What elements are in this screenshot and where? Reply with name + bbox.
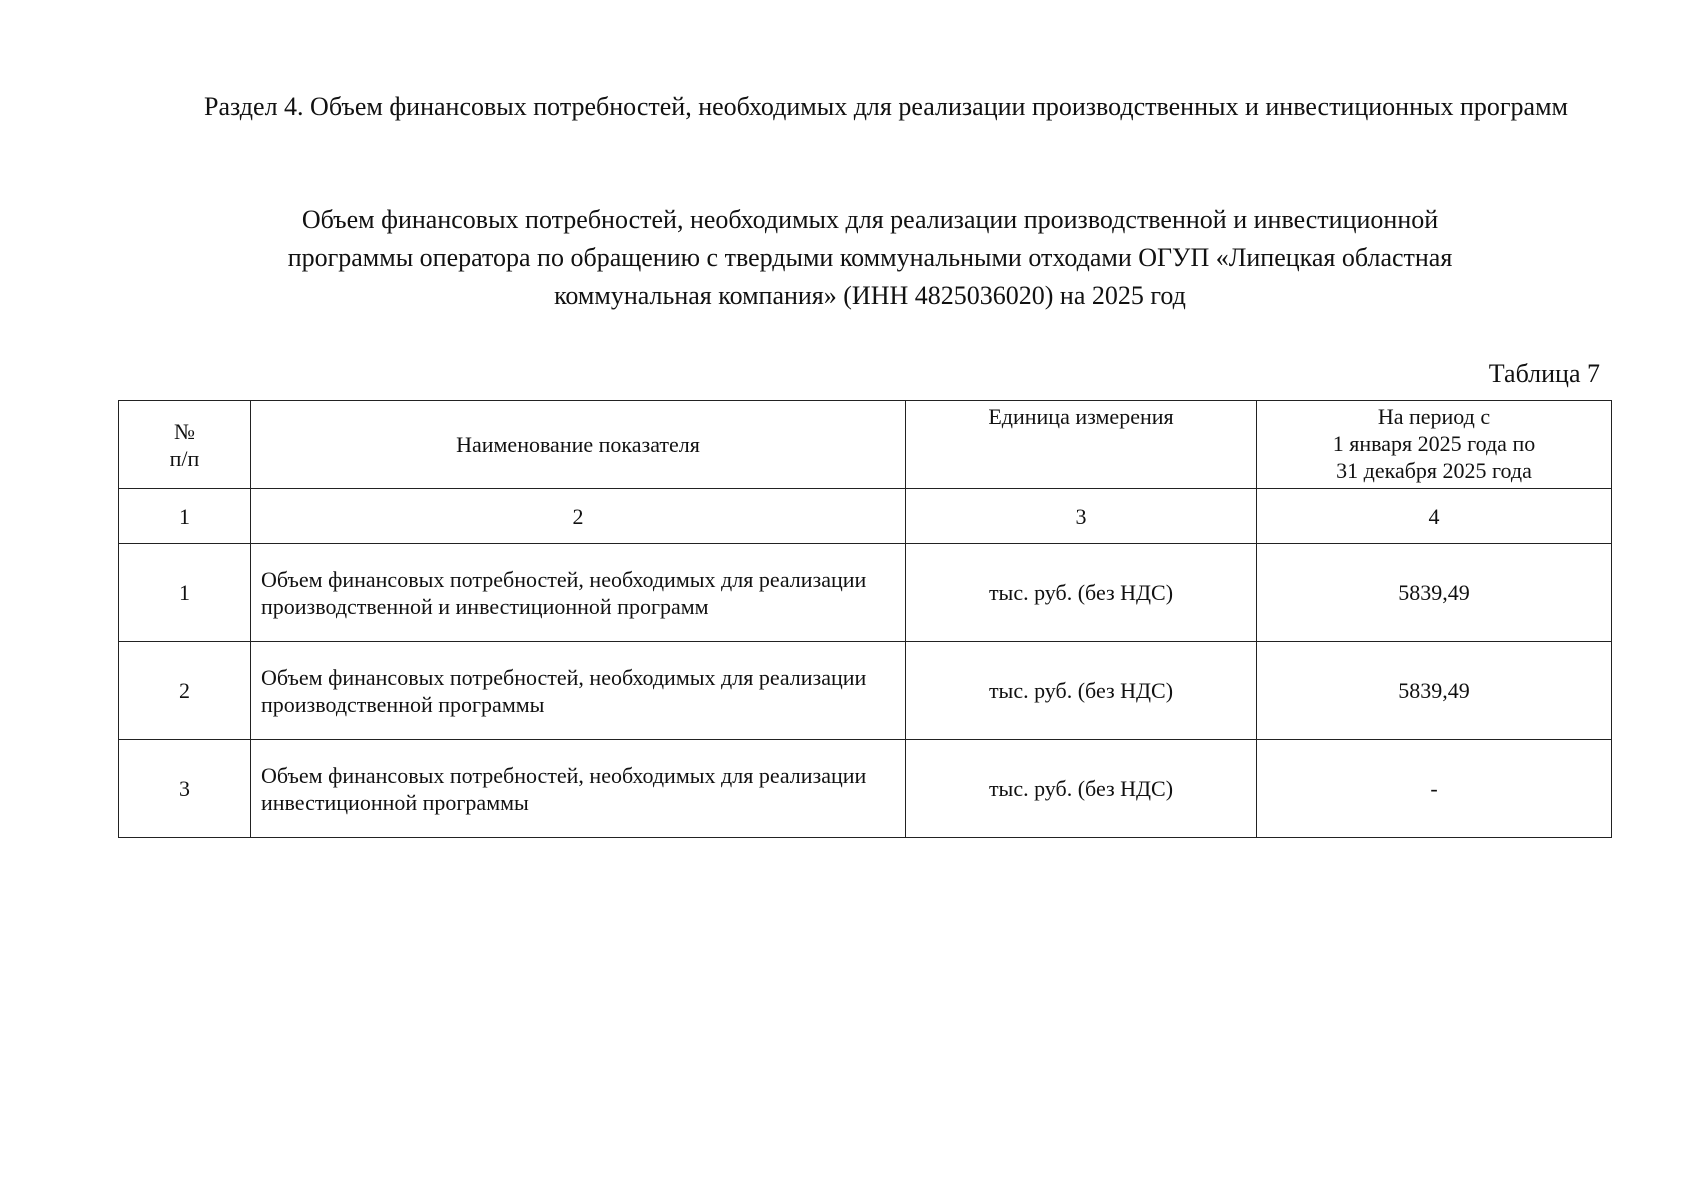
- row-name: Объем финансовых потребностей, необходимых для реализации инвестиционной программы: [251, 740, 906, 838]
- header-unit: Единица измерения: [906, 401, 1257, 489]
- row-value: 5839,49: [1257, 642, 1612, 740]
- header-period: [1257, 401, 1612, 489]
- section-heading: Раздел 4. Объем финансовых потребностей, необходимых для реализации производственных и инвестиционных программ: [204, 92, 1568, 121]
- table-caption: Таблица 7: [1488, 359, 1600, 388]
- header-num-symbol: №: [174, 418, 195, 444]
- table-row: [119, 544, 1612, 642]
- header-num: [119, 401, 251, 489]
- financial-needs-table: [118, 400, 1612, 838]
- title-line-3: коммунальная компания» (ИНН 4825036020) на 2025 год: [554, 281, 1186, 310]
- row-unit: тыс. руб. (без НДС): [906, 642, 1257, 740]
- table-row: [119, 740, 1612, 838]
- document-title: [200, 201, 1540, 315]
- row-name: Объем финансовых потребностей, необходимых для реализации производственной и инвестиционной программ: [251, 544, 906, 642]
- header-name: Наименование показателя: [251, 401, 906, 489]
- title-line-1: Объем финансовых потребностей, необходимых для реализации производственной и инвестиционной: [301, 205, 1439, 234]
- row-num: 1: [119, 544, 251, 642]
- column-number-row: [119, 489, 1612, 544]
- table-header-row: [119, 401, 1612, 489]
- header-period-line-3: 31 декабря 2025 года: [1336, 458, 1532, 483]
- row-value: 5839,49: [1257, 544, 1612, 642]
- column-number: 2: [251, 489, 906, 544]
- column-number: 3: [906, 489, 1257, 544]
- row-name: Объем финансовых потребностей, необходимых для реализации производственной программы: [251, 642, 906, 740]
- title-line-2: программы оператора по обращению с твердыми коммунальными отходами ОГУП «Липецкая областная: [287, 243, 1453, 272]
- header-period-line-2: 1 января 2025 года по: [1332, 431, 1536, 456]
- row-num: 3: [119, 740, 251, 838]
- row-unit: тыс. руб. (без НДС): [906, 740, 1257, 838]
- header-num-abbr: п/п: [169, 445, 200, 471]
- row-value: -: [1257, 740, 1612, 838]
- column-number: 4: [1257, 489, 1612, 544]
- column-number: 1: [119, 489, 251, 544]
- table-row: [119, 642, 1612, 740]
- header-period-line-1: На период с: [1377, 404, 1491, 429]
- row-unit: тыс. руб. (без НДС): [906, 544, 1257, 642]
- row-num: 2: [119, 642, 251, 740]
